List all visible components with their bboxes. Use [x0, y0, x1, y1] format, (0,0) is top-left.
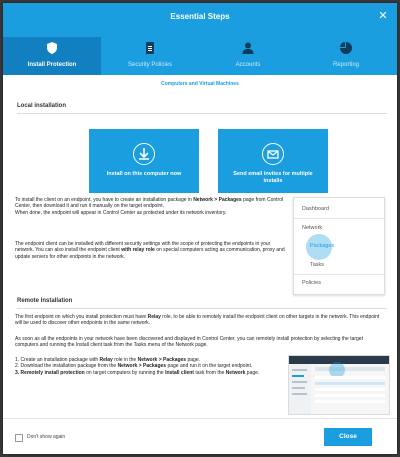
text: The endpoint client can be installed with different security settings with the scope of protecting the endpoints in your network. You can also install the endpoint client	[15, 241, 271, 254]
preview-row	[315, 388, 385, 391]
text: role, to be able to remotely install the endpoint client on other targets in the network. This endpoint will be used to discover other endpoints in the same network.	[15, 314, 380, 327]
tab-reporting[interactable]	[297, 37, 395, 75]
text: page and run it on the target endpoint.	[166, 363, 253, 370]
remote-paragraph-2: As soon as all the endpoints in your network have been discovered and displayed in Control Center, you can remotely install protection by selecting the target computers and running the Install client task from the Tasks menu of the Network page.	[15, 336, 363, 349]
preview-row	[315, 382, 385, 385]
text: task from the	[193, 369, 226, 376]
tab-accounts[interactable]	[199, 37, 297, 75]
remote-installation-title: Remote Installation	[17, 298, 73, 304]
text: When done, the endpoint will appear in Control Center as protected under its network inventory.	[15, 209, 227, 216]
preview-line	[292, 381, 307, 383]
preview-row	[315, 376, 385, 379]
menu-preview-image	[293, 197, 385, 295]
remote-steps	[15, 357, 283, 376]
preview-line	[292, 387, 305, 389]
text-bold: Relay	[99, 357, 113, 363]
preview-row	[315, 400, 385, 403]
preview-toolbar	[315, 367, 385, 371]
text-bold: Network > Packages	[117, 363, 167, 370]
button-label: Install on this computer now	[106, 171, 182, 177]
document-icon	[143, 41, 157, 55]
send-email-invites-button[interactable]	[218, 129, 328, 193]
dialog-header	[3, 3, 397, 75]
menu-item-dashboard: Dashboard	[302, 206, 329, 212]
preview-line	[292, 393, 307, 395]
text-bold: with relay role	[121, 247, 155, 254]
text-bold: Relay	[147, 314, 161, 320]
local-installation-title: Local installation	[17, 103, 67, 109]
install-on-computer-button[interactable]	[89, 129, 199, 193]
tab-label: Accounts	[235, 62, 261, 68]
shield-icon	[45, 41, 59, 55]
text: To install the client on an endpoint, you have to create an installation package in	[15, 197, 194, 203]
text: page.	[245, 369, 260, 376]
preview-line	[292, 375, 304, 377]
preview-sidebar	[289, 364, 311, 414]
network-page-preview-image	[288, 355, 390, 415]
text: page.	[186, 357, 200, 363]
tab-install-protection[interactable]	[3, 37, 101, 75]
text-bold: 3. Remotely install protection	[15, 369, 85, 376]
menu-item-policies: Policies	[302, 280, 321, 286]
divider	[294, 274, 384, 275]
tab-label: Reporting	[332, 62, 359, 68]
essential-steps-dialog	[3, 3, 397, 454]
text: 1. Create an installation package with	[15, 357, 100, 363]
divider	[17, 308, 387, 309]
text: role in the	[112, 357, 138, 363]
text: on target computers by running the	[84, 369, 166, 376]
text-bold: Network	[225, 369, 246, 376]
menu-item-tasks: Tasks	[310, 262, 325, 268]
menu-item-network: Network	[302, 225, 323, 231]
tab-label: Security Policies	[127, 62, 172, 68]
local-paragraph-1	[15, 197, 285, 216]
dialog-footer	[3, 418, 397, 454]
text: The first endpoint on which you install protection must have	[15, 314, 148, 320]
close-button[interactable]: Close	[324, 428, 372, 446]
preview-row	[315, 394, 385, 397]
local-paragraph-2	[15, 241, 285, 260]
dont-show-again-label: Don't show again	[27, 434, 66, 440]
button-label: Send email invites for multiple installs	[233, 171, 313, 184]
tab-label: Install Protection	[27, 62, 77, 68]
text-bold: Install client	[165, 369, 194, 376]
email-icon	[262, 143, 284, 165]
text-bold: Network > Packages	[137, 357, 187, 363]
text: on special computers acting as communication, proxy and update servers for other endpoints in the network.	[15, 247, 285, 260]
menu-item-packages: Packages	[310, 243, 335, 249]
text-bold: Network > Packages	[193, 197, 242, 203]
dialog-title: Essential Steps	[170, 12, 230, 21]
subnav-link[interactable]: Computers and Virtual Machines	[161, 81, 239, 87]
remote-paragraph-1	[15, 314, 387, 327]
pie-chart-icon	[339, 41, 353, 55]
text: 2. Download the installation package from the	[15, 363, 118, 370]
user-icon	[241, 41, 255, 55]
preview-line	[292, 369, 307, 371]
text: page from Control Center, then download it and run it manually on the target endpoint.	[15, 197, 284, 210]
divider	[294, 218, 384, 219]
tab-bar	[3, 37, 397, 75]
divider	[17, 113, 387, 114]
dont-show-again-checkbox[interactable]	[15, 434, 23, 442]
tab-security-policies[interactable]	[101, 37, 199, 75]
install-icon	[133, 143, 155, 165]
close-icon[interactable]: ✕	[378, 10, 388, 22]
